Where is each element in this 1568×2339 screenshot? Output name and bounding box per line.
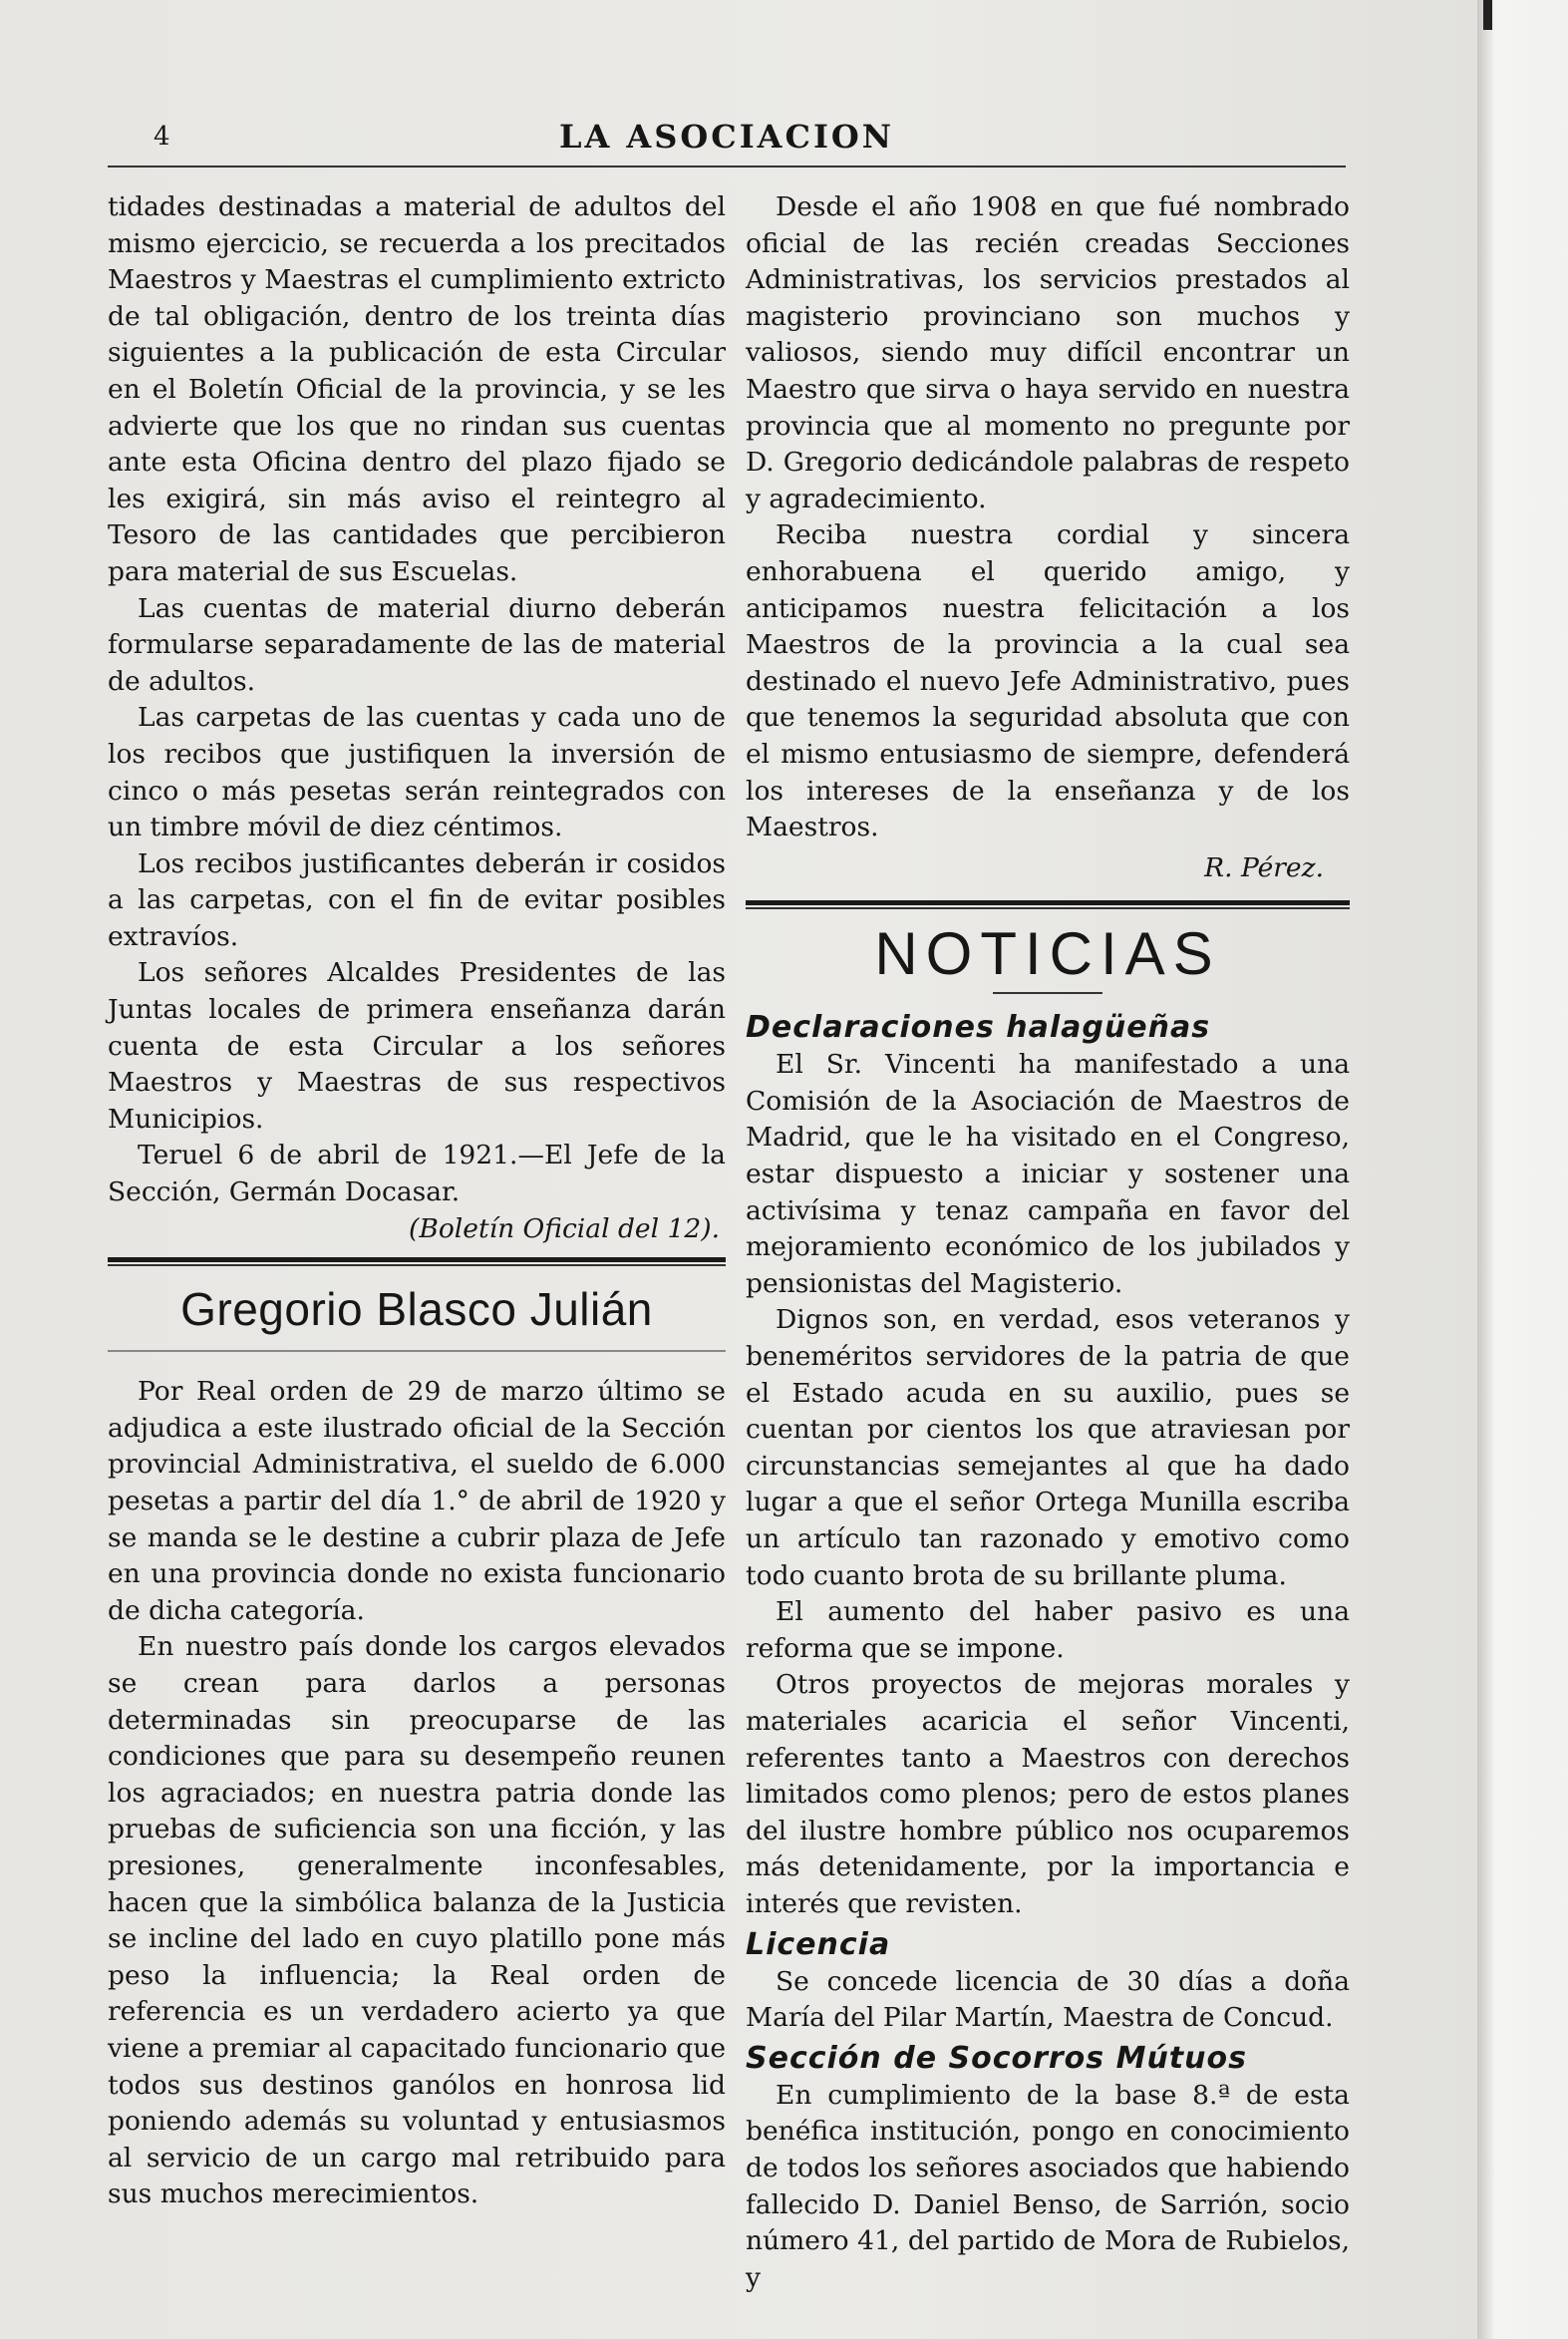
- circular-source: (Boletín Oficial del 12).: [409, 1212, 720, 1244]
- paragraph: Los señores Alcaldes Presidentes de las Juntas locales de primera enseñanza darán cuenta de esta Circular a los señores Maestros y Maestras de sus respectivos Municipios.: [108, 957, 726, 1135]
- article-title: Gregorio Blasco Julián: [180, 1283, 653, 1336]
- paragraph: Se concede licencia de 30 días a doña María del Pilar Martín, Maestra de Concud.: [746, 1965, 1350, 2034]
- news-item: [746, 1927, 1350, 2037]
- paragraph: Por Real orden de 29 de marzo último se adjudica a este ilustrado oficial de la Sección provincial Administrativa, el sueldo de 6.000 pesetas a partir del día 1.° de abril de 1920 y se manda se le destine a cubrir plaza de Jefe en una provincia donde no exista funcionario de dicha categoría.: [108, 1376, 726, 1626]
- divider-rule: [108, 1264, 726, 1266]
- page-header: [108, 118, 1346, 167]
- news-heading: Licencia: [746, 1926, 891, 1962]
- article-continuation: [746, 189, 1350, 886]
- paragraph: Los recibos justificantes deberán ir cosidos a las carpetas, con el fin de evitar posibles extravíos.: [108, 847, 726, 952]
- page-number: 4: [154, 122, 170, 152]
- paragraph: En nuestro país donde los cargos elevados se crean para darlos a personas determinadas sin preocuparse de las condiciones que para su desempeño reunen los agraciados; en nuestra patria donde las pruebas de suficiencia son una ficción, y las presiones, generalmente inconfesables, hacen que la simbólica balanza de la Justicia se incline del lado en cuyo platillo pone más peso la influencia; la Real orden de referencia es un verdadero acierto ya que viene a premiar al capacitado funcionario que todos sus destinos ganólos en honrosa lid poniendo además su voluntad y entusiasmos al servicio de un cargo mal retribuido para sus muchos merecimientos.: [108, 1631, 726, 2210]
- section-title: NOTICIAS: [874, 920, 1221, 988]
- running-title: LA ASOCIACION: [558, 118, 895, 156]
- paragraph: El Sr. Vincenti ha manifestado a una Comisión de la Asociación de Maestros de Madrid, que le ha visitado en el Congreso, estar dispuesto a iniciar y sostener una activísima y tenaz campaña en favor del mejoramiento económico de los jubilados y pensionistas del Magisterio.: [746, 1049, 1350, 1299]
- paragraph: Reciba nuestra cordial y sincera enhorabuena el querido amigo, y anticipamos nuestra felicitación a los Maestros de la provincia a la cual sea destinado el nuevo Jefe Administrativo, pues que tenemos la seguridad absoluta que con el mismo entusiasmo de siempre, defenderá los intereses de la enseñanza y de los Maestros.: [746, 519, 1350, 843]
- article-author: R. Pérez.: [1204, 851, 1324, 883]
- divider-rule: [746, 907, 1350, 909]
- paragraph: Otros proyectos de mejoras morales y materiales acaricia el señor Vincenti, referentes tanto a Maestros con derechos limitados como plenos; pero de estos planes del ilustre hombre público nos ocuparemos más detenidamente, por la importancia e interés que revisten.: [746, 1669, 1350, 1919]
- news-item: [746, 2041, 1350, 2297]
- paragraph: El aumento del haber pasivo es una reforma que se impone.: [746, 1596, 1350, 1664]
- section-underline: [993, 992, 1102, 994]
- binding-mark: [1483, 0, 1492, 30]
- paragraph: Desde el año 1908 en que fué nombrado oficial de las recién creadas Secciones Administrativas, los servicios prestados al magisterio provinciano son muchos y valiosos, siendo muy difícil encontrar un Maestro que sirva o haya servido en nuestra provincia que al momento no pregunte por D. Gregorio dedicándole palabras de respeto y agradecimiento.: [746, 191, 1350, 514]
- news-heading: Sección de Socorros Mútuos: [746, 2040, 1247, 2076]
- paragraph: Dignos son, en verdad, esos veteranos y beneméritos servidores de la patria de que el Estado acuda en su auxilio, pues se cuentan por cientos los que atraviesan por circunstancias semejantes al que ha dado lugar a que el señor Ortega Munilla escriba un artículo tan razonado y emotivo como todo cuanto brota de su brillante pluma.: [746, 1304, 1350, 1591]
- title-underline: [108, 1350, 726, 1352]
- divider-rule: [108, 1257, 726, 1262]
- circular-text: [108, 189, 726, 1247]
- paragraph: En cumplimiento de la base 8.ª de esta benéfica institución, pongo en conocimiento de todos los señores asociados que habiendo fallecido D. Daniel Benso, de Sarrión, socio número 41, del partido de Mora de Rubielos, y: [746, 2079, 1350, 2293]
- news-heading: Declaraciones halagüeñas: [746, 1010, 1211, 1046]
- paragraph: Las carpetas de las cuentas y cada uno de los recibos que justifiquen la inversión de cinco o más pesetas serán reintegrados con un timbre móvil de diez céntimos.: [108, 702, 726, 843]
- paragraph: Las cuentas de material diurno deberán formularse separadamente de las de material de adultos.: [108, 592, 726, 697]
- left-column: [108, 189, 726, 2213]
- binding-gutter: [1477, 0, 1568, 2339]
- divider-rule: [746, 900, 1350, 905]
- news-item: [746, 1010, 1350, 1922]
- paragraph: Teruel 6 de abril de 1921.—El Jefe de la Sección, Germán Docasar.: [108, 1140, 726, 1208]
- article-text: [108, 1374, 726, 2213]
- right-column: [746, 189, 1350, 2296]
- paragraph: tidades destinadas a material de adultos del mismo ejercicio, se recuerda a los precitados Maestros y Maestras el cumplimiento extricto de tal obligación, dentro de los treinta días siguientes a la publicación de esta Circular en el Boletín Oficial de la provincia, y se les advierte que los que no rindan sus cuentas ante esta Oficina dentro del plazo fijado se les exigirá, sin más aviso el reintegro al Tesoro de las cantidades que percibieron para material de sus Escuelas.: [108, 191, 726, 587]
